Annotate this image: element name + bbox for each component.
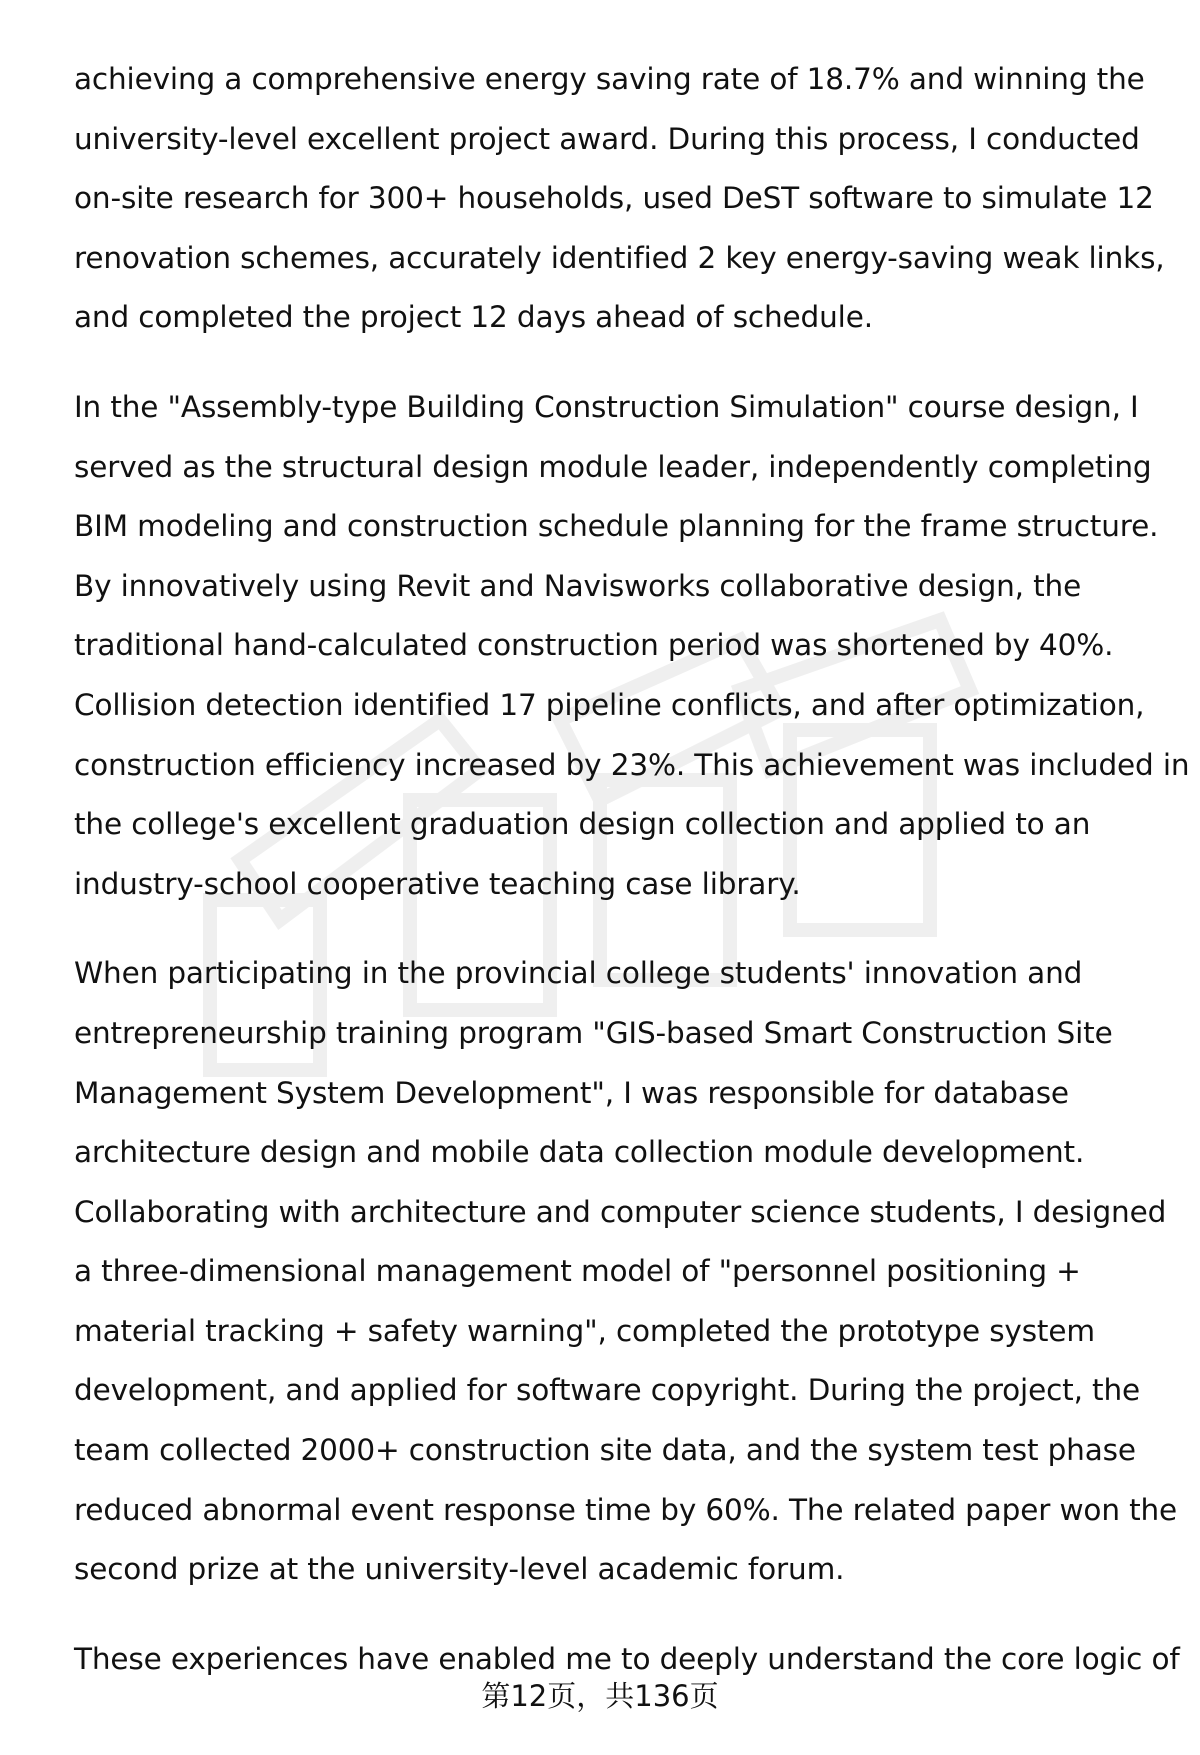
text-line: Collaborating with architecture and computer science students, I designed [74, 1194, 1167, 1229]
paragraph-energy-project [74, 50, 1165, 348]
text-line: When participating in the provincial college students' innovation and [74, 956, 1083, 991]
page-number-footer: 第12页，共136页 [481, 1679, 719, 1713]
text-line: reduced abnormal event response time by 60%. The related paper won the [74, 1492, 1178, 1527]
text-line: BIM modeling and construction schedule planning for the frame structure. [74, 509, 1159, 544]
text-line: served as the structural design module leader, independently completing [74, 449, 1152, 484]
paragraph-course-design [74, 378, 1190, 914]
text-line: By innovatively using Revit and Navisworks collaborative design, the [74, 568, 1082, 603]
text-line: renovation schemes, accurately identified 2 key energy-saving weak links, [74, 240, 1165, 275]
text-line: entrepreneurship training program "GIS-based Smart Construction Site [74, 1015, 1113, 1050]
text-line: and completed the project 12 days ahead of schedule. [74, 300, 873, 335]
text-line: Collision detection identified 17 pipeline conflicts, and after optimization, [74, 687, 1145, 722]
text-line: university-level excellent project award. During this process, I conducted [74, 121, 1140, 156]
text-line: These experiences have enabled me to deeply understand the core logic of [74, 1641, 1180, 1676]
text-line: industry-school cooperative teaching case library. [74, 866, 801, 901]
text-line: team collected 2000+ construction site data, and the system test phase [74, 1433, 1136, 1468]
text-line: construction efficiency increased by 23%. This achievement was included in [74, 747, 1190, 782]
text-line: Management System Development", I was responsible for database [74, 1075, 1069, 1110]
text-line: development, and applied for software copyright. During the project, the [74, 1373, 1141, 1408]
text-line: architecture design and mobile data collection module development. [74, 1135, 1085, 1170]
text-line: the college's excellent graduation design collection and applied to an [74, 807, 1091, 842]
text-line: In the "Assembly-type Building Construction Simulation" course design, I [74, 389, 1139, 424]
text-line: achieving a comprehensive energy saving rate of 18.7% and winning the [74, 62, 1145, 96]
text-line: material tracking + safety warning", completed the prototype system [74, 1313, 1095, 1348]
paragraph-innovation-program [74, 944, 1178, 1600]
document-body [74, 50, 1190, 1719]
text-line: a three-dimensional management model of "personnel positioning + [74, 1254, 1081, 1289]
text-line: second prize at the university-level academic forum. [74, 1552, 845, 1587]
text-line: on-site research for 300+ households, used DeST software to simulate 12 [74, 181, 1154, 216]
text-line: traditional hand-calculated construction period was shortened by 40%. [74, 628, 1114, 663]
